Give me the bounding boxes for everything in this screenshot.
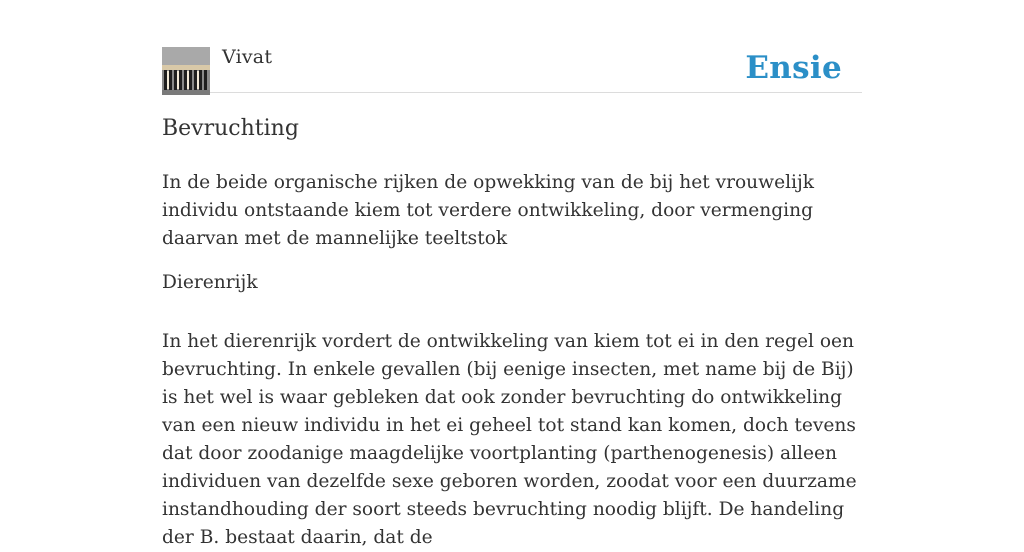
- avatar[interactable]: [162, 47, 210, 95]
- author-name[interactable]: Vivat: [222, 46, 273, 68]
- header: [162, 0, 862, 93]
- bookshelf-avatar-icon: [162, 47, 210, 95]
- document-page: [162, 0, 862, 548]
- brand-logo[interactable]: Ensie: [745, 50, 842, 86]
- page-title: Bevruchting: [162, 116, 299, 141]
- definition-text: In de beide organische rijken de opwekking van de bij het vrouwelijk individu ontstaande kiem tot verdere ontwikkeling, door vermenging daarvan met de mannelijke teeltstok: [162, 172, 814, 249]
- section-heading: Dierenrijk: [162, 272, 258, 293]
- body-text: In het dierenrijk vordert de ontwikkeling van kiem tot ei in den regel oen bevruchting. In enkele gevallen (bij eenige insecten, met name bij de Bij) is het wel is waar gebleken dat ook zonder bevruchting do ontwikkeling van een nieuw individu in het ei geheel tot stand kan komen, doch tevens dat door zoodanige maagdelijke voortplanting (parthenogenesis) alleen individuen van dezelfde sexe geboren worden, zoodat voor een duurzame instandhouding der soort steeds bevruchting noodig blijft. De handeling der B. bestaat daarin, dat de: [162, 331, 857, 548]
